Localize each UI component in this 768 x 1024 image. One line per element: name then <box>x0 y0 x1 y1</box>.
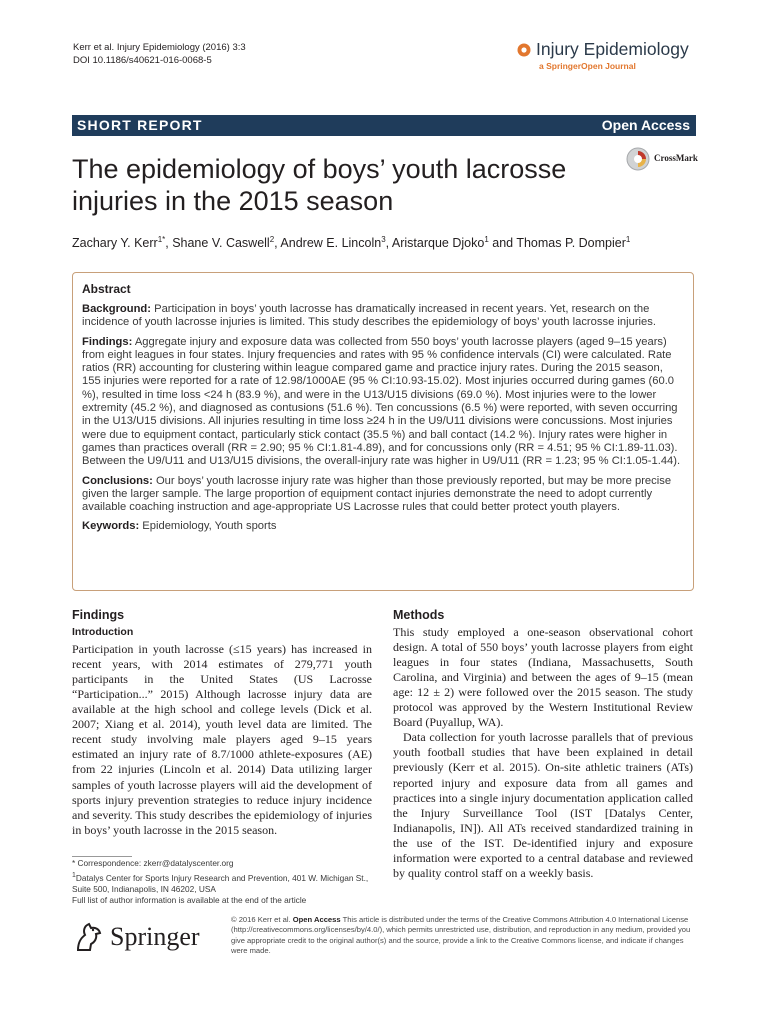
citation <box>73 41 246 67</box>
background-label: Background: <box>82 303 151 315</box>
crossmark-icon <box>626 147 650 171</box>
conclusions-text: Our boys’ youth lacrosse injury rate was higher than those previously reported, but may be more precise given the larger sample. The large proportion of equipment contact injuries demonstrate the need to adopt currently available coaching instruction and age-appropriate US Lacrosse rules that could better protect youth players. <box>82 474 672 514</box>
copyright-text: © 2016 Kerr et al. <box>231 915 293 924</box>
author-name[interactable]: Zachary Y. Kerr <box>72 236 158 251</box>
author-affiliation-sup: 1 <box>625 235 631 244</box>
findings-label: Findings: <box>82 335 133 348</box>
keywords-label: Keywords: <box>82 520 140 533</box>
introduction-paragraph: Participation in youth lacrosse (≤15 years) has increased in recent years, with 2014 estimates of 279,771 youth participants in the United States (US Lacrosse “Participation...” 2015) Although lacrosse injury data are available at the high school and college levels (Dick et al. 2007; Xiang et al. 2014), youth level data are limited. The recent study involving male players aged 9–15 years estimated an injury rate of 8.7/1000 athlete-exposures (AE) from 22 injuries (Lincoln et al. 2014) Data utilizing larger samples of youth lacrosse players will aid the development of sports injury prevention strategies to reduce injury incidence and severity. This study describes the epidemiology of injuries in boys’ youth lacrosse in the 2015 season. <box>72 642 372 837</box>
author-affiliation-sup: 1 <box>484 235 489 244</box>
open-access-note: Open Access <box>292 915 341 924</box>
right-column <box>393 608 693 881</box>
author-affiliation-sup: 2 <box>269 235 275 244</box>
publisher-name: Springer <box>110 922 200 951</box>
journal-name: Injury Epidemiology <box>536 39 689 59</box>
correspondence-note[interactable]: * Correspondence: zkerr@datalyscenter.org <box>72 858 234 868</box>
open-access-label: Open Access <box>601 117 690 133</box>
conclusions-label: Conclusions: <box>82 474 153 487</box>
abstract-box <box>72 272 694 591</box>
abstract-keywords <box>82 520 684 533</box>
journal-logo-icon <box>517 43 531 57</box>
abstract-heading: Abstract <box>82 282 131 296</box>
article-type-banner <box>72 115 696 136</box>
author-name[interactable]: , Aristarque Djoko <box>385 236 485 251</box>
author-list <box>72 232 630 251</box>
findings-heading: Findings <box>72 608 125 622</box>
license-text: This article is distributed under the terms of the Creative Commons Attribution 4.0 International License (http://creativecommons.org/licenses/by/4.0/), which permits unrestricted use, distribution, and reproduction in any medium, provided you give appropriate credit to the original author(s) and the source, provide a link to the Creative Commons license, and indicate if changes were made. <box>231 915 691 956</box>
author-name[interactable]: , Andrew E. Lincoln <box>274 236 382 251</box>
author-affiliation-sup: 3 <box>381 235 386 244</box>
methods-paragraph: This study employed a one-season observational cohort design. A total of 550 boys’ youth lacrosse players from eight leagues in four states (Indiana, Massachusetts, South Carolina, and Virginia) and between the ages of 9–15 (mean age: 12 ± 2) were followed over the 2015 season. The study protocol was approved by the Western Institutional Review Board (Puyallup, WA). <box>393 625 693 730</box>
abstract-findings <box>82 336 684 469</box>
introduction-subheading: Introduction <box>72 626 134 639</box>
author-affiliation-sup: 1* <box>157 235 166 244</box>
findings-text: Aggregate injury and exposure data was collected from 550 boys’ youth lacrosse players (aged 9–15 years) from eight leagues in four states. Injury frequencies and rates with 95 % confidence intervals (CI) were calculated. Rate ratios (RR) accounting for clustering within league compared game and practice injury rates. During the 2015 season, 155 injuries were reported for a rate of 12.98/1000AE (95 % CI:10.93-15.02). Most injuries occurred during games (60.0 %), resulted in time loss <24 h (83.9 %), and were in the U13/U15 divisions (69.0 %). Most injuries were to the lower extremity (45.2 %), and diagnosed as contusions (51.6 %). Ten concussions (6.5 %) were reported, with seven occurring in the U13/U15 divisions. All injuries resulting in time loss ≥24 h in the U9/U11 divisions were concussions. Most injuries were due to equipment contact, particularly stick contact (35.5 %) and ball contact (14.2 %). Injury rates were higher in games than practices overall (RR = 2.90; 95 % CI:1.81-4.89), and for concussions only (RR = 4.51; 95 % CI:1.89-11.03). Between the U9/U11 and U13/U15 divisions, the overall-injury rate was higher in U9/U11 (RR = 1.23; 95 % CI:1.05-1.44). <box>82 335 681 468</box>
left-column <box>72 608 372 838</box>
methods-paragraph: Data collection for youth lacrosse parallels that of previous youth football studies that have been explained in detail previously (Kerr et al. 2015). On-site athletic trainers (ATs) reported injury and exposure data from all games and practices into a single injury documentation application called the Injury Surveillance Tool (IST [Datalys Center, Indianapolis, IN]). All ATs received standardized training in the use of the IST. De-identified injury and exposure information were exported to a central database and reviewed by quality control staff on a weekly basis. <box>393 730 693 880</box>
author-info-note: Full list of author information is available at the end of the article <box>72 895 307 906</box>
article-type-label: SHORT REPORT <box>77 117 203 133</box>
footnote-divider <box>72 856 132 857</box>
author-name[interactable]: and Thomas P. Dompier <box>488 236 626 251</box>
license-statement <box>231 915 697 957</box>
citation-line: Kerr et al. Injury Epidemiology (2016) 3:3 <box>73 42 246 53</box>
journal-subtitle: a SpringerOpen Journal <box>539 61 636 71</box>
crossmark-badge[interactable] <box>626 147 698 171</box>
journal-logo[interactable] <box>517 41 697 71</box>
author-name[interactable]: , Shane V. Caswell <box>165 236 270 251</box>
springer-horse-icon <box>72 920 106 954</box>
article-title: The epidemiology of boys’ youth lacrosse injuries in the 2015 season <box>72 154 567 216</box>
keywords-text: Epidemiology, Youth sports <box>139 520 277 533</box>
doi-line[interactable]: DOI 10.1186/s40621-016-0068-5 <box>73 55 212 66</box>
footnotes <box>72 858 372 907</box>
springer-logo <box>72 918 217 958</box>
abstract-conclusions <box>82 475 684 515</box>
background-text: Participation in boys’ youth lacrosse has dramatically increased in recent years. Yet, research on the incidence of youth lacrosse injuries is limited. This study describes the epidemiology of boys’ youth lacrosse injuries. <box>82 303 656 329</box>
methods-heading: Methods <box>393 608 445 622</box>
affiliation-text: Datalys Center for Sports Injury Research and Prevention, 401 W. Michigan St., Suite 500, Indianapolis, IN 46202, USA <box>72 872 369 894</box>
affiliation-sup: 1 <box>72 871 76 879</box>
affiliation-note <box>72 870 372 896</box>
abstract-background <box>82 303 684 330</box>
crossmark-label: CrossMark <box>654 153 698 163</box>
